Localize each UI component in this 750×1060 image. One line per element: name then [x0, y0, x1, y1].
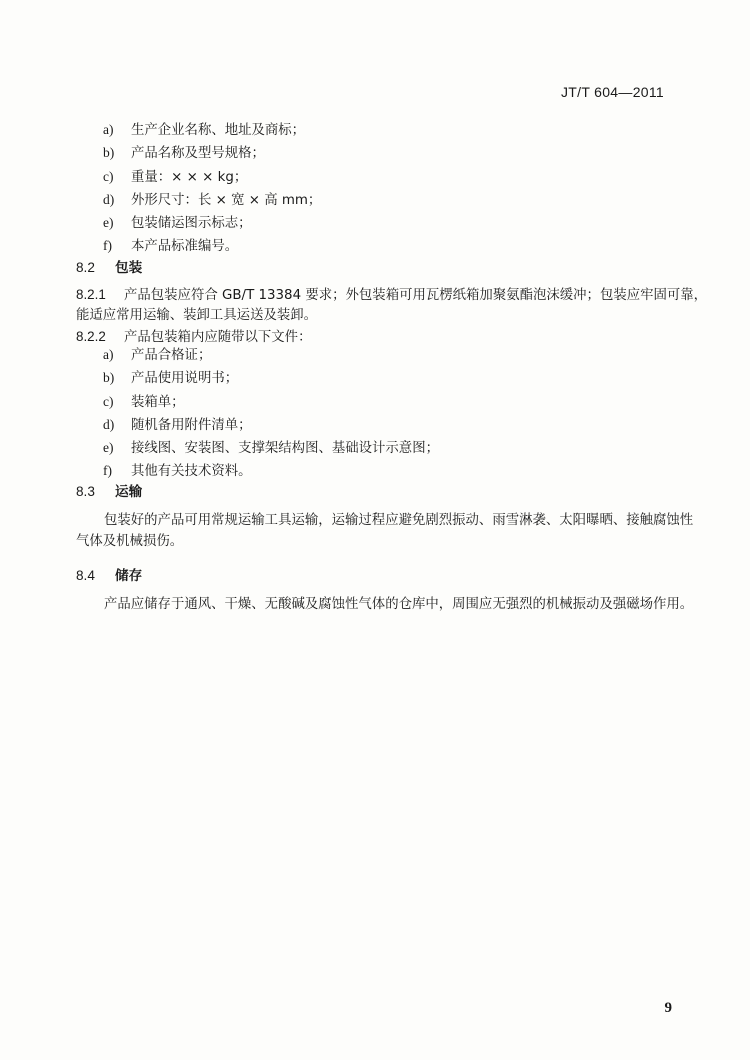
- list-item: [103, 165, 321, 188]
- clause-8-2-1-continuation: [76, 306, 317, 326]
- list-marker: f): [103, 463, 112, 479]
- list-item: [103, 234, 321, 257]
- list-marker: d): [103, 191, 115, 207]
- clause-8-2-1: [76, 285, 707, 306]
- list-marker: a): [103, 347, 114, 362]
- list-text: 外形尺寸：长 × 宽 × 高 mm；: [131, 192, 322, 208]
- list-text: 本产品标准编号。: [131, 239, 239, 255]
- list-text: 产品合格证；: [131, 348, 212, 363]
- documents-list: [103, 343, 439, 483]
- list-item: [103, 366, 439, 389]
- list-text: 包装储运图示标志；: [131, 216, 252, 232]
- list-text: 装箱单；: [131, 394, 185, 410]
- list-marker: c): [103, 393, 114, 409]
- section-number: 8.3: [76, 484, 95, 499]
- standard-code: JT/T 604—2011: [561, 84, 664, 100]
- list-text: 随机备用附件清单；: [131, 417, 252, 433]
- section-title: 储存: [115, 568, 143, 584]
- list-item: [103, 436, 439, 459]
- storage-paragraph: 产品应储存于通风、干燥、无酸碱及腐蚀性气体的仓库中，周围应无强烈的机械振动及强磁场作用。: [104, 597, 694, 612]
- list-marker: b): [103, 145, 115, 161]
- transport-paragraph-line1: 包装好的产品可用常规运输工具运输，运输过程应避免剧烈振动、雨雪淋袭、太阳曝晒、接触腐蚀性: [104, 513, 694, 528]
- clause-text: 产品包装箱内应随带以下文件：: [124, 330, 312, 345]
- page-number: 9: [664, 1000, 672, 1016]
- section-number: 8.4: [76, 568, 95, 583]
- list-item: [103, 390, 439, 413]
- list-item: [103, 141, 321, 164]
- list-item: [103, 211, 321, 234]
- clause-text-line1: 产品包装应符合 GB/T 13384 要求；外包装箱可用瓦楞纸箱加聚氨酯泡沫缓冲；包装应牢固可靠，: [124, 288, 708, 303]
- clause-number: 8.2.2: [76, 329, 106, 344]
- list-marker: e): [103, 440, 114, 456]
- clause-text-line2: 能适应常用运输、装卸工具运送及装卸。: [76, 308, 318, 323]
- section-heading-8-4: [76, 564, 142, 584]
- list-text: 产品名称及型号规格；: [131, 146, 265, 162]
- list-text: 其他有关技术资料。: [131, 464, 252, 480]
- list-item: [103, 413, 439, 436]
- list-text: 产品使用说明书；: [131, 371, 239, 387]
- list-marker: a): [103, 122, 114, 137]
- list-item: [103, 459, 439, 482]
- list-marker: f): [103, 238, 112, 254]
- list-text: 生产企业名称、地址及商标；: [131, 123, 306, 138]
- list-text: 接线图、安装图、支撑架结构图、基础设计示意图；: [131, 441, 439, 457]
- section-title: 运输: [115, 484, 143, 500]
- list-marker: e): [103, 215, 114, 231]
- list-marker: d): [103, 416, 115, 432]
- list-item: [103, 343, 439, 366]
- section-number: 8.2: [76, 260, 95, 275]
- section-title: 包装: [115, 260, 143, 276]
- list-marker: b): [103, 370, 115, 386]
- list-text: 重量：× × × kg；: [131, 169, 248, 185]
- section-heading-8-2: [76, 256, 142, 276]
- list-item: [103, 188, 321, 211]
- transport-paragraph-line2: 气体及机械损伤。: [76, 534, 184, 549]
- marking-list: [103, 118, 321, 258]
- section-heading-8-3: [76, 480, 142, 500]
- clause-number: 8.2.1: [76, 287, 106, 302]
- list-item: [103, 118, 321, 141]
- list-marker: c): [103, 168, 114, 184]
